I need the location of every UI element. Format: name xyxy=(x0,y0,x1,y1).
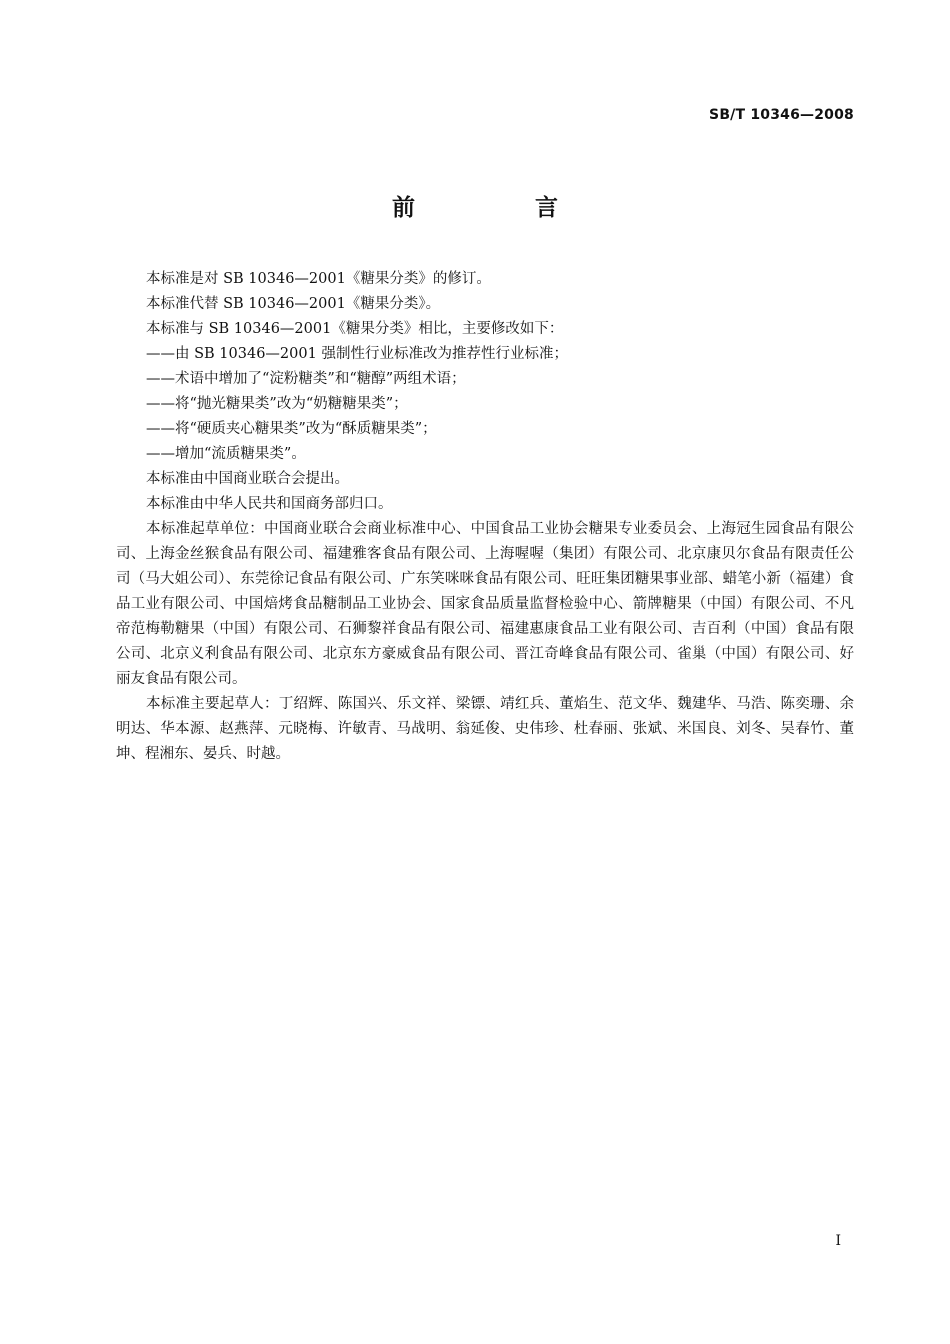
paragraph-revision-note: 本标准是对 SB 10346—2001《糖果分类》的修订。 xyxy=(146,271,491,287)
paragraph-drafting-units: 本标准起草单位：中国商业联合会商业标准中心、中国食品工业协会糖果专业委员会、上海冠生园食品有限公司、上海金丝猴食品有限公司、福建雅客食品有限公司、上海喔喔（集团）有限公司、北京康贝尔食品有限责任公司（马大姐公司）、东莞徐记食品有限公司、广东笑咪咪食品有限公司、旺旺集团糖果事业部、蜡笔小新（福建）食品工业有限公司、中国焙烤食品糖制品工业协会、国家食品质量监督检验中心、箭牌糖果（中国）有限公司、不凡帝范梅勒糖果（中国）有限公司、石狮黎祥食品有限公司、福建惠康食品工业有限公司、吉百利（中国）食品有限公司、北京义利食品有限公司、北京东方豪威食品有限公司、晋江奇峰食品有限公司、雀巢（中国）有限公司、好丽友食品有限公司。 xyxy=(116,521,854,687)
paragraph-change-item: ——术语中增加了“淀粉糖类”和“糖醇”两组术语； xyxy=(146,371,466,387)
paragraph-proposer: 本标准由中国商业联合会提出。 xyxy=(146,471,349,487)
paragraph-administrator: 本标准由中华人民共和国商务部归口。 xyxy=(146,496,393,512)
paragraph-change-item: ——增加“流质糖果类”。 xyxy=(146,446,306,462)
paragraph-replacement-note: 本标准代替 SB 10346—2001《糖果分类》。 xyxy=(146,296,441,312)
paragraph-change-item: ——由 SB 10346—2001 强制性行业标准改为推荐性行业标准； xyxy=(146,346,568,362)
paragraph-changes-intro: 本标准与 SB 10346—2001《糖果分类》相比，主要修改如下： xyxy=(146,321,564,337)
page-number: I xyxy=(835,1233,841,1249)
paragraph-change-item: ——将“硬质夹心糖果类”改为“酥质糖果类”； xyxy=(146,421,437,437)
paragraph-drafters: 本标准主要起草人：丁绍辉、陈国兴、乐文祥、梁镖、靖红兵、董焰生、范文华、魏建华、马浩、陈奕珊、余明达、华本源、赵燕萍、元晓梅、许敏青、马战明、翁延俊、史伟珍、杜春丽、张斌、米国良、刘冬、吴春竹、董坤、程湘东、晏兵、时越。 xyxy=(116,696,854,762)
standard-number: SB/T 10346—2008 xyxy=(709,107,854,123)
paragraph-change-item: ——将“抛光糖果类”改为“奶糖糖果类”； xyxy=(146,396,408,412)
foreword-body xyxy=(116,267,854,767)
page-title: 前 言 xyxy=(391,195,614,221)
